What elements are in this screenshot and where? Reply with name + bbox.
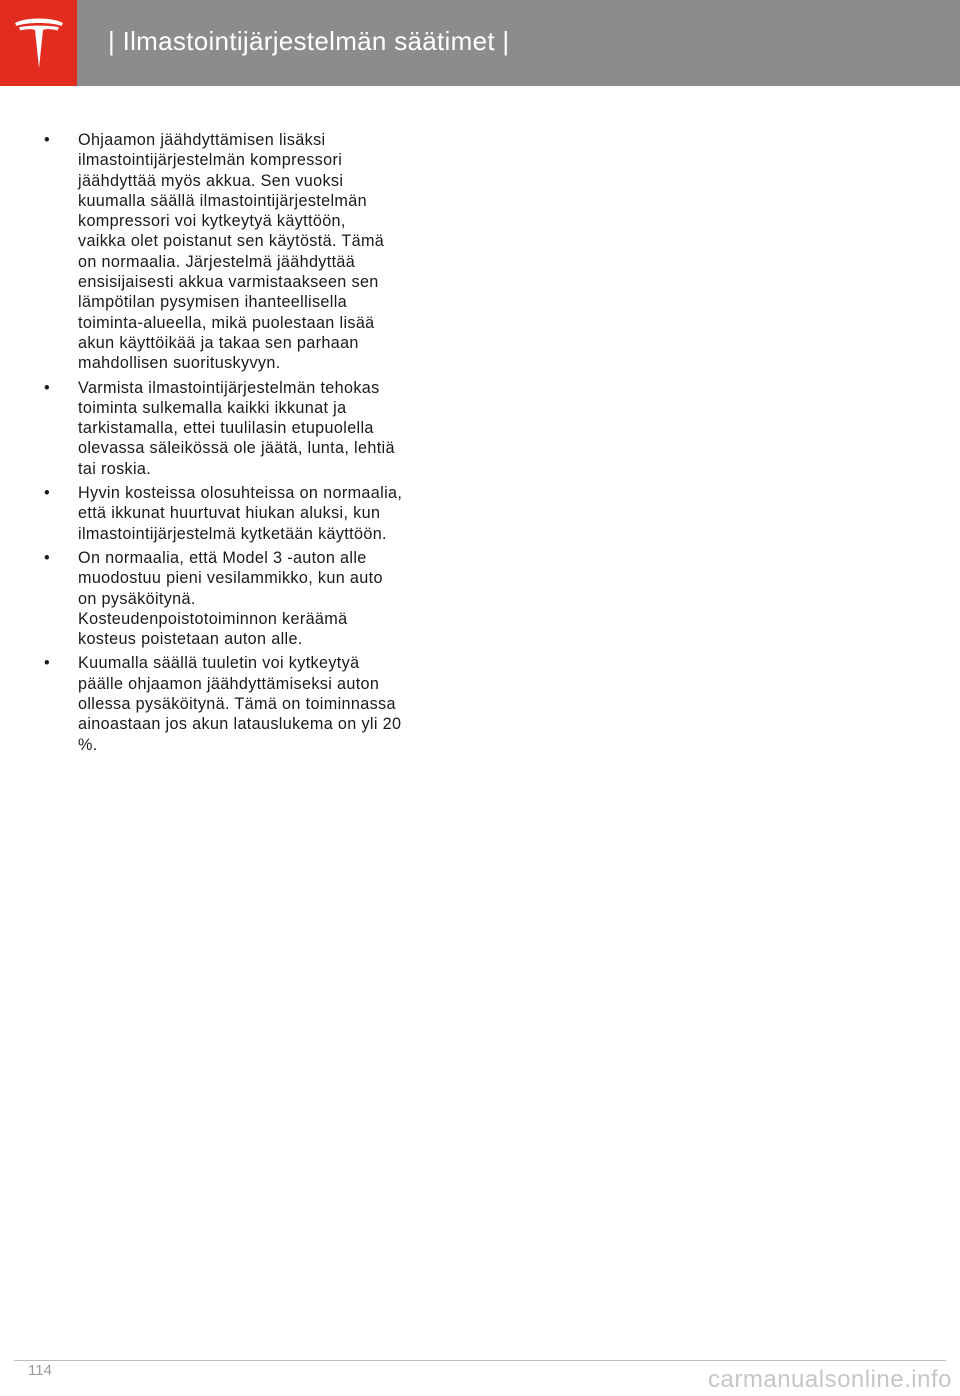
list-item <box>42 130 442 374</box>
body-content <box>42 130 442 759</box>
section-title: | Ilmastointijärjestelmän säätimet | <box>108 26 510 56</box>
list-item-text: Ohjaamon jäähdyttämisen lisäksi ilmastointijärjestelmän kompressori jäähdyttää myös akkua. Sen vuoksi kuumalla säällä ilmastointijärjestelmän kompressori voi kytkeytyä käyttöön, vaikka olet poistanut sen käytöstä. Tämä on normaalia. Järjestelmä jäähdyttää ensisijaisesti akkua varmistaakseen sen lämpötilan pysymisen ihanteellisella toiminta-alueella, mikä puolestaan lisää akun käyttöikää ja takaa sen parhaan mahdollisen suorituskyvyn. <box>78 131 385 373</box>
bullet-marker: • <box>44 484 51 503</box>
bullet-marker: • <box>44 654 51 673</box>
tesla-logo-icon <box>14 16 64 70</box>
list-item-text: On normaalia, että Model 3 -auton alle muodostuu pieni vesilammikko, kun auto on pysäköitynä. Kosteudenpoistotoiminnon keräämä kosteus poistetaan auton alle. <box>78 548 383 649</box>
bullet-marker: • <box>44 548 51 567</box>
footer-divider <box>14 1360 946 1361</box>
list-item-text: Varmista ilmastointijärjestelmän tehokas toiminta sulkemalla kaikki ikkunat ja tarkistamalla, ettei tuulilasin etupuolella olevassa säleikössä ole jäätä, lunta, lehtiä tai roskia. <box>78 378 395 478</box>
page-number: 114 <box>28 1362 52 1379</box>
list-item <box>42 483 442 544</box>
list-item <box>42 653 442 754</box>
list-item <box>42 548 442 649</box>
brand-logo <box>0 0 77 86</box>
list-item-text: Hyvin kosteissa olosuhteissa on normaalia, että ikkunat huurtuvat hiukan aluksi, kun ilmastointijärjestelmä kytketään käyttöön. <box>78 484 403 543</box>
page-header <box>0 0 960 86</box>
bullet-marker: • <box>44 131 51 149</box>
bullet-list <box>42 130 442 755</box>
bullet-marker: • <box>44 378 51 397</box>
list-item-text: Kuumalla säällä tuuletin voi kytkeytyä päälle ohjaamon jäähdyttämiseksi auton ollessa pysäköitynä. Tämä on toiminnassa ainoastaan jos akun latauslukema on yli 20 %. <box>78 654 402 754</box>
watermark: carmanualsonline.info <box>708 1366 952 1393</box>
list-item <box>42 378 442 479</box>
